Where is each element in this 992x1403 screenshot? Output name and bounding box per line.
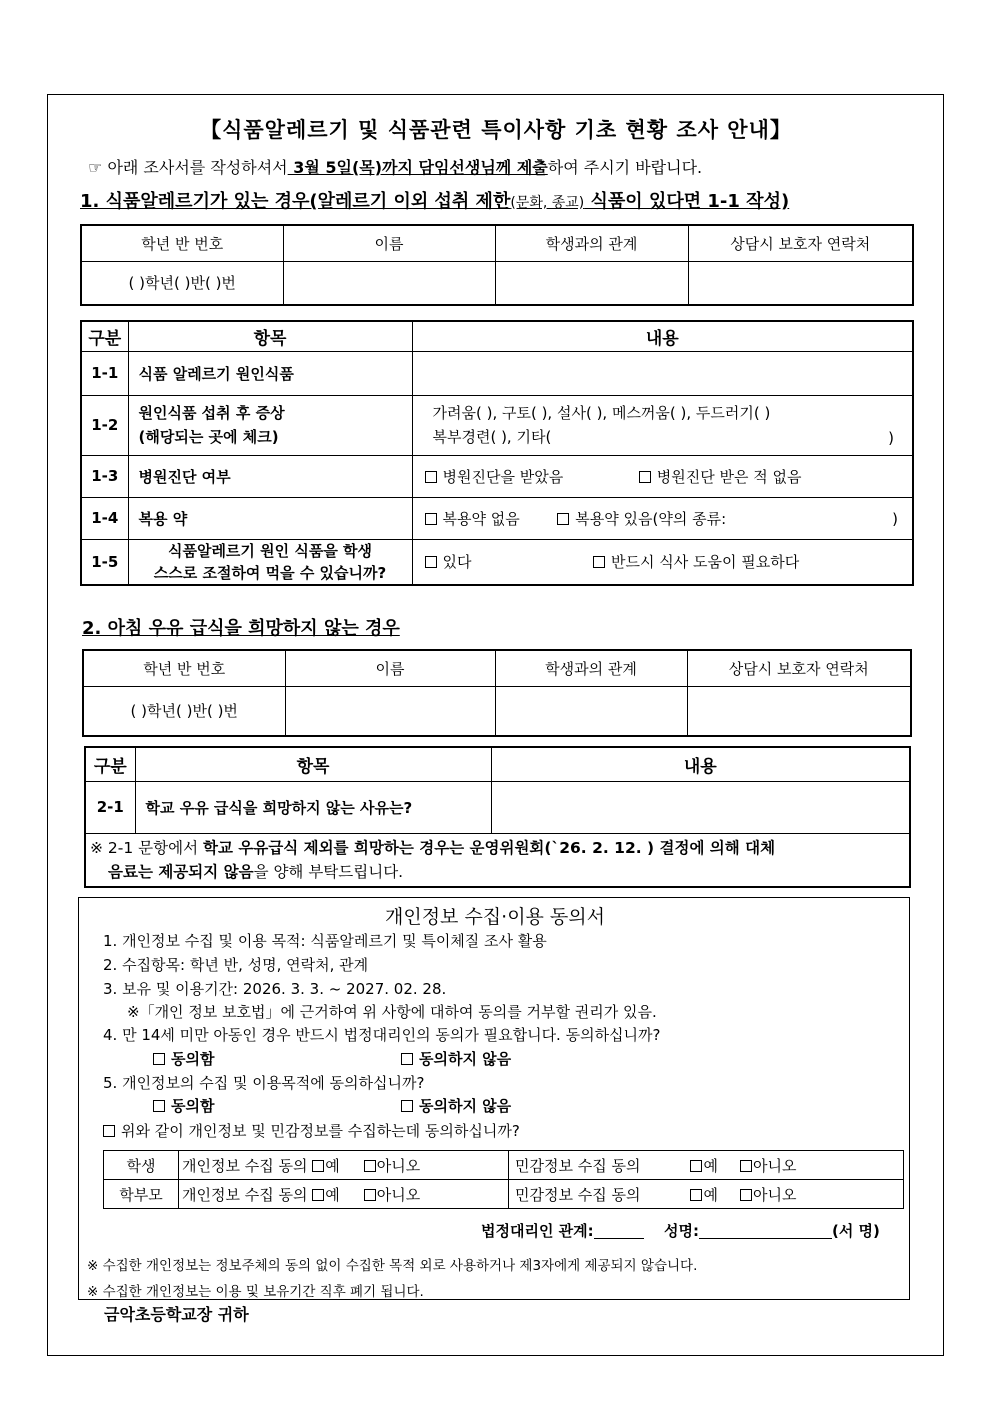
grade-class-number-field-2[interactable]: ( )학년( )반( )번	[83, 686, 285, 736]
needs-help-checkbox[interactable]: 반드시 식사 도움이 필요하다	[593, 553, 799, 571]
q5-agree-checkbox[interactable]: 동의함	[153, 1095, 214, 1116]
q4-disagree-checkbox[interactable]: 동의하지 않음	[401, 1048, 511, 1069]
no-medication-checkbox[interactable]: 복용약 없음	[425, 510, 520, 528]
relation-field-2[interactable]	[495, 686, 687, 736]
document-title: 【식품알레르기 및 식품관련 특이사항 기초 현황 조사 안내】	[200, 118, 792, 142]
legal-rep-relation[interactable]: 법정대리인 관계:	[481, 1220, 644, 1241]
overall-consent-checkbox[interactable]: 위와 같이 개인정보 및 민감정보를 수집하는데 동의하십니까?	[103, 1120, 520, 1141]
footer-addressee: 금악초등학교장 귀하	[104, 1305, 249, 1324]
student-personal-yes[interactable]: 예	[312, 1157, 340, 1175]
consent-table: 학생 개인정보 수집 동의 예 아니오 민감정보 수집 동의 예 아니오 학부모 개인정보 수집 동의 예 아니오 민감정보 수집 동의 예 아니오	[103, 1150, 904, 1209]
not-diagnosed-checkbox[interactable]: 병원진단 받은 적 없음	[639, 468, 802, 486]
section1-heading: 1. 식품알레르기가 있는 경우(알레르기 이외 섭취 제한(문화, 종교) 식품이 있다면 1-1 작성)	[80, 191, 790, 212]
section2-milk-table: 구분 항목 내용 2-1 학교 우유 급식을 희망하지 않는 사유는? ※ 2-1 문항에서 학교 우유급식 제외를 희망하는 경우는 운영위원회(`26. 2. 12. ) 결정에 의해 대체 음료는 제공되지 않음을 양해 부탁드립니다.	[84, 746, 911, 888]
submission-notice: ☞ 아래 조사서를 작성하셔서 3월 5일(목)까지 담임선생님께 제출하여 주시기 바랍니다.	[88, 158, 703, 177]
section2-info-table: 학년 반 번호 이름 학생과의 관계 상담시 보호자 연락처 ( )학년( )반( )번	[82, 649, 912, 737]
parent-personal-no[interactable]: 아니오	[364, 1186, 420, 1204]
symptom-field[interactable]: 가려움( ), 구토( ), 설사( ), 메스꺼움( ), 두드러기( ) 복부경련( ), 기타( )	[412, 395, 913, 455]
student-sensitive-no[interactable]: 아니오	[740, 1157, 796, 1175]
student-personal-no[interactable]: 아니오	[364, 1157, 420, 1175]
privacy-consent-box: 개인정보 수집·이용 동의서 1. 개인정보 수집 및 이용 목적: 식품알레르기 및 특이체질 조사 활용 2. 수집항목: 학년 반, 성명, 연락처, 관계 3. 보유 및 이용기간: 2026. 3. 3. ~ 2027. 02. 28. ※「개인 정보 보호법」에 근거하여 위 사항에 대하여 동의를 거부할 권리가 있음. 4. 만 14세 미만 아동인 경우 반드시 법정대리인의 동의가 필요합니다. 동의하십니까? 동의함 동의하지 않음 5. 개인정보의 수집 및 이용목적에 동의하십니까? 동의함 동의하지 않음 위와 같이 개인정보 및 민감정보를 수집하는데 동의하십니까? 학생 개인정보 수집 동의 예 아니오 민감정보 수집 동의 예 아니오 학부모 개인정보 수집 동의 예 아니오 민감정보 수집 동의 예 아니오 법정대리인 관계: 성명: (서 명) ※ 수집한 개인정보는 정보주체의 동의 없이 수집한 목적 외로 사용하거나 제3자에게 제공되지 않습니다. ※ 수집한 개인정보는 이용 및 보유기간 직후 폐기 됩니다.	[78, 897, 910, 1300]
parent-sensitive-yes[interactable]: 예	[690, 1186, 718, 1204]
legal-rep-name[interactable]: 성명: (서 명)	[664, 1222, 880, 1240]
milk-reason-field[interactable]	[491, 781, 910, 833]
student-sensitive-yes[interactable]: 예	[690, 1157, 718, 1175]
contact-field[interactable]	[688, 261, 913, 305]
privacy-title: 개인정보 수집·이용 동의서	[384, 906, 605, 928]
section1-allergy-table: 구분 항목 내용 1-1 식품 알레르기 원인식품 1-2 원인식품 섭취 후 증상 (해당되는 곳에 체크) 가려움( ), 구토( ), 설사( ), 메스꺼움( ), 두드러기( ) 복부경련( ), 기타( ) 1-3 병원진단 여부 병원진단을 받았음 병원진단 받은 적 없음 1-4 복용 약 복용약 없음 복용약 있음(약의 종류: ) 1-5 식품알레르기 원인 식품을 학생 스스로 조절하여 먹을 수 있습니까? 있다 반드시 식사 도움이 필요하다	[80, 320, 914, 586]
section2-heading: 2. 아침 우유 급식을 희망하지 않는 경우	[82, 618, 400, 639]
q5-disagree-checkbox[interactable]: 동의하지 않음	[401, 1095, 511, 1116]
name-field-2[interactable]	[285, 686, 495, 736]
section1-info-table: 학년 반 번호 이름 학생과의 관계 상담시 보호자 연락처 ( )학년( )반( )번	[80, 224, 914, 306]
relation-field[interactable]	[495, 261, 688, 305]
parent-sensitive-no[interactable]: 아니오	[740, 1186, 796, 1204]
has-medication-checkbox[interactable]: 복용약 있음(약의 종류:	[557, 510, 726, 528]
milk-note: ※ 2-1 문항에서 학교 우유급식 제외를 희망하는 경우는 운영위원회(`26. 2. 12. ) 결정에 의해 대체 음료는 제공되지 않음을 양해 부탁드립니다.	[85, 833, 910, 887]
allergen-field[interactable]	[412, 351, 913, 395]
can-control-checkbox[interactable]: 있다	[425, 553, 472, 571]
pointing-hand-icon: ☞	[88, 158, 103, 177]
parent-personal-yes[interactable]: 예	[312, 1186, 340, 1204]
q4-agree-checkbox[interactable]: 동의함	[153, 1048, 214, 1069]
name-field[interactable]	[283, 261, 495, 305]
deadline-text: 3월 5일(목)까지 담임선생님께 제출	[287, 158, 548, 177]
grade-class-number-field[interactable]: ( )학년( )반( )번	[81, 261, 283, 305]
contact-field-2[interactable]	[687, 686, 911, 736]
diagnosed-checkbox[interactable]: 병원진단을 받았음	[425, 468, 564, 486]
